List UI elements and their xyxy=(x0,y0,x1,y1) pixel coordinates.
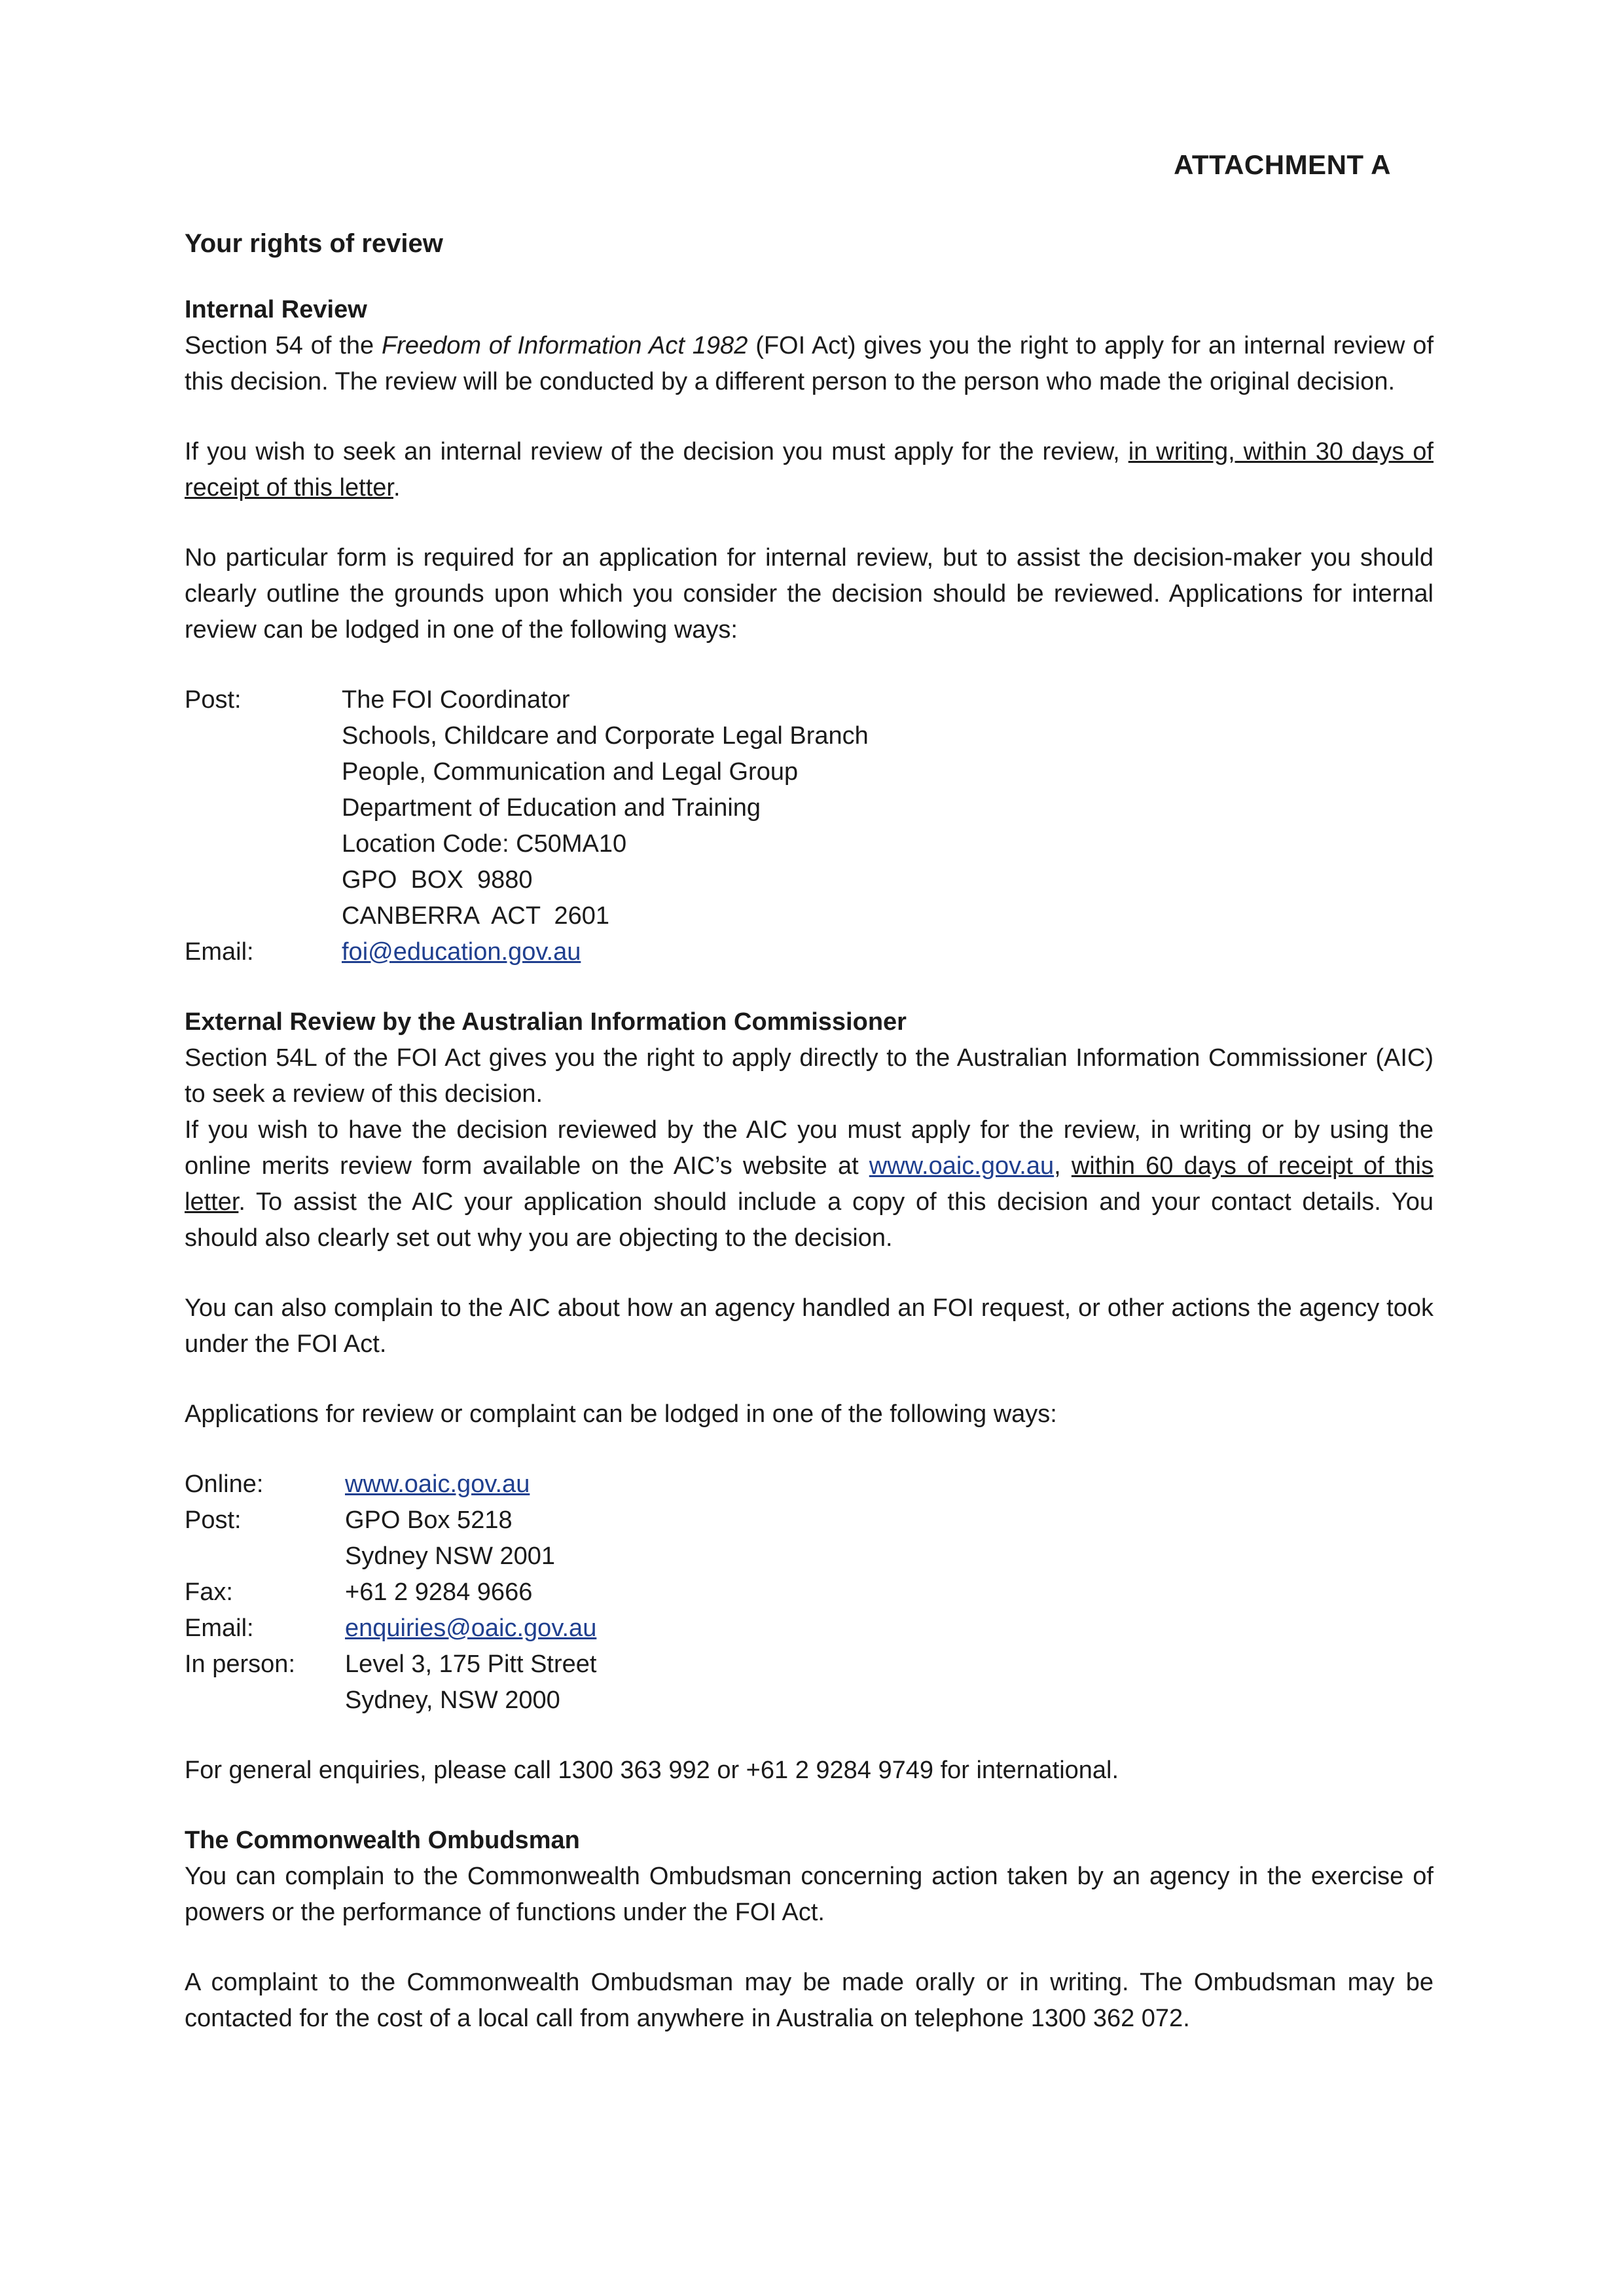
oaic-email-link[interactable]: enquiries@oaic.gov.au xyxy=(345,1614,597,1642)
address-line: GPO Box 5218 xyxy=(345,1506,513,1534)
oaic-contact-list xyxy=(185,1467,1434,1719)
text-segment: (FOI Act) gives you the right to apply for an internal review of this decision. The review will be conducted by a different person to the person who made the original decision. xyxy=(185,332,1434,395)
online-label: Online: xyxy=(185,1470,264,1498)
external-review-paragraph-3: You can also complain to the AIC about how an agency handled an FOI request, or other actions the agency took under the FOI Act. xyxy=(185,1294,1434,1358)
internal-review-heading: Internal Review xyxy=(185,296,367,323)
external-review-paragraph-2 xyxy=(185,1112,1434,1256)
foi-email-link[interactable]: foi@education.gov.au xyxy=(342,938,581,966)
in-person-label: In person: xyxy=(185,1650,295,1678)
address-line: The FOI Coordinator xyxy=(342,686,570,714)
online-row xyxy=(185,1467,1434,1503)
post-address xyxy=(342,682,1434,934)
oaic-online-link[interactable]: www.oaic.gov.au xyxy=(345,1470,530,1498)
fax-number: +61 2 9284 9666 xyxy=(345,1578,533,1606)
external-review-section xyxy=(185,1004,1434,1789)
external-review-paragraph-1: Section 54L of the FOI Act gives you the right to apply directly to the Australian Information Commissioner (AIC) to seek a review of this decision. xyxy=(185,1044,1434,1108)
external-review-heading: External Review by the Australian Information Commissioner xyxy=(185,1008,907,1036)
deadline-text: in writing, within 30 days of receipt of this letter xyxy=(185,438,1434,501)
ombudsman-paragraph-2: A complaint to the Commonwealth Ombudsman may be made orally or in writing. The Ombudsman may be contacted for the cost of a local call from anywhere in Australia on telephone 1300 362 072. xyxy=(185,1969,1434,2032)
internal-review-paragraph-1 xyxy=(185,328,1434,400)
document-body xyxy=(185,226,1434,2037)
text-segment: , xyxy=(1054,1152,1072,1180)
text-segment: If you wish to have the decision reviewed by the AIC you must apply for the review, in writing or by using the online merits review form available on the AIC’s website at xyxy=(185,1116,1434,1180)
oaic-email-row xyxy=(185,1611,1434,1647)
oaic-post-row xyxy=(185,1503,1434,1575)
ombudsman-heading: The Commonwealth Ombudsman xyxy=(185,1827,580,1854)
address-line: Schools, Childcare and Corporate Legal Branch xyxy=(342,722,869,750)
post-label: Post: xyxy=(185,1506,242,1534)
general-enquiries-text: For general enquiries, please call 1300 363 992 or +61 2 9284 9749 for international. xyxy=(185,1757,1119,1784)
address-line: GPO BOX 9880 xyxy=(342,866,533,894)
address-line: Sydney, NSW 2000 xyxy=(345,1686,560,1714)
text-segment: . To assist the AIC your application should include a copy of this decision and your contact details. You should also clearly set out why you are objecting to the decision. xyxy=(185,1188,1434,1252)
text-segment: . xyxy=(393,474,401,501)
internal-review-section xyxy=(185,292,1434,970)
act-title: Freedom of Information Act 1982 xyxy=(382,332,748,359)
address-line: Department of Education and Training xyxy=(342,794,761,822)
email-label: Email: xyxy=(185,938,254,966)
address-line: People, Communication and Legal Group xyxy=(342,758,799,786)
ombudsman-paragraph-1: You can complain to the Commonwealth Ombudsman concerning action taken by an agency in the exercise of powers or the performance of functions under the FOI Act. xyxy=(185,1863,1434,1926)
address-line: Sydney NSW 2001 xyxy=(345,1542,556,1570)
attachment-label: ATTACHMENT A xyxy=(1174,149,1391,180)
text-segment: If you wish to seek an internal review of the decision you must apply for the review, xyxy=(185,438,1128,465)
internal-review-paragraph-3: No particular form is required for an application for internal review, but to assist the decision-maker you should clearly outline the grounds upon which you consider the decision should be reviewed. Applications for internal review can be lodged in one of the following ways: xyxy=(185,544,1434,644)
internal-email-row xyxy=(185,934,1434,970)
address-line: Level 3, 175 Pitt Street xyxy=(345,1650,597,1678)
ombudsman-section xyxy=(185,1823,1434,2037)
internal-post-row xyxy=(185,682,1434,934)
address-line: CANBERRA ACT 2601 xyxy=(342,902,610,930)
email-label: Email: xyxy=(185,1614,254,1642)
deadline-text: within 60 days of receipt of this letter xyxy=(185,1152,1434,1216)
oaic-website-link[interactable]: www.oaic.gov.au xyxy=(869,1152,1055,1180)
page-title: Your rights of review xyxy=(185,229,443,258)
fax-row xyxy=(185,1575,1434,1611)
external-review-paragraph-4: Applications for review or complaint can be lodged in one of the following ways: xyxy=(185,1400,1057,1428)
in-person-row xyxy=(185,1647,1434,1719)
post-label: Post: xyxy=(185,686,242,714)
fax-label: Fax: xyxy=(185,1578,233,1606)
address-line: Location Code: C50MA10 xyxy=(342,830,627,858)
text-segment: Section 54 of the xyxy=(185,332,382,359)
internal-review-paragraph-2 xyxy=(185,434,1434,506)
